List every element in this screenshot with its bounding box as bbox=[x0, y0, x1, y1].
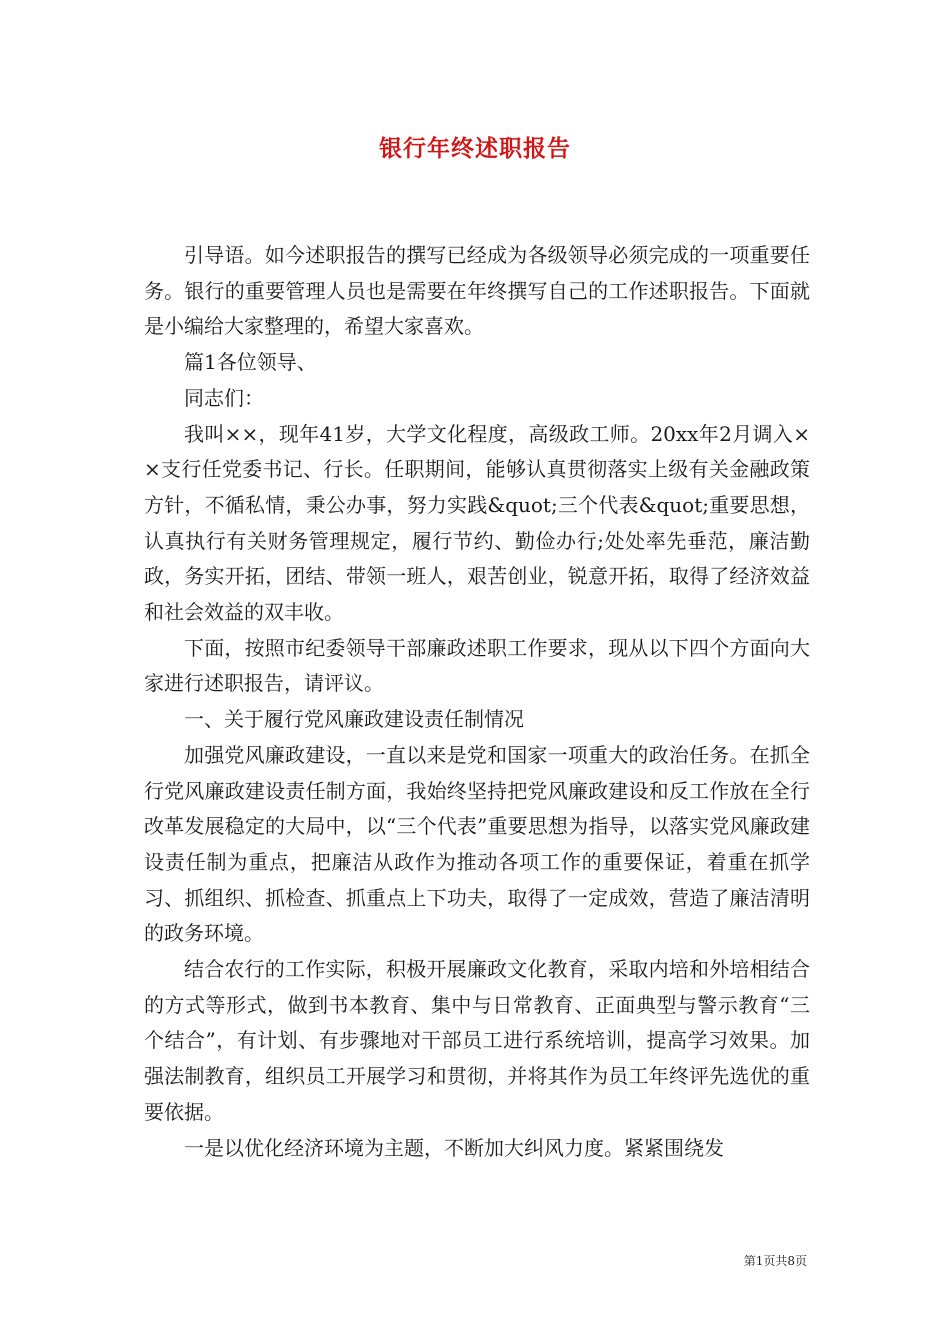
page-number-text: 第1页共8页 bbox=[743, 1254, 807, 1268]
paragraph-section-1-b: 结合农行的工作实际，积极开展廉政文化教育，采取内培和外培相结合的方式等形式，做到书本教育、集中与日常教育、正面典型与警示教育“三个结合”，有计划、有步骤地对干部员工进行系统培训，提高学习效果。加强法制教育，组织员工开展学习和贯彻，并将其作为员工年终评先选优的重要依据。 bbox=[144, 957, 810, 1124]
paragraph-section-1-a: 加强党风廉政建设，一直以来是党和国家一项重大的政治任务。在抓全行党风廉政建设责任制方面，我始终坚持把党风廉政建设和反工作放在全行改革发展稳定的大局中，以“三个代表”重要思想为指导，以落实党风廉政建设责任制为重点，把廉洁从政作为推动各项工作的重要保证，着重在抓学习、抓组织、抓检查、抓重点上下功夫，取得了一定成效，营造了廉洁清明的政务环境。 bbox=[144, 742, 810, 946]
paragraph-overview: 下面，按照市纪委领导干部廉政述职工作要求，现从以下四个方面向大家进行述职报告，请评议。 bbox=[144, 635, 810, 696]
paragraph-self-introduction: 我叫××，现年41岁，大学文化程度，高级政工师。20xx年2月调入××支行任党委书记、行长。任职期间，能够认真贯彻落实上级有关金融政策方针，不循私情，秉公办事，努力实践&quot;三个代表&quot;重要思想，认真执行有关财务管理规定，履行节约、勤俭办行;处处率先垂范，廉洁勤政，务实开拓，团结、带领一班人，艰苦创业，锐意开拓，取得了经济效益和社会效益的双丰收。 bbox=[144, 421, 810, 625]
paragraph-salutation-1: 篇1各位领导、 bbox=[184, 350, 317, 375]
document-body bbox=[144, 238, 810, 1166]
page-number-footer bbox=[0, 1253, 807, 1269]
document-title: 银行年终述职报告 bbox=[379, 135, 571, 162]
paragraph-section-1-c: 一是以优化经济环境为主题，不断加大纠风力度。紧紧围绕发 bbox=[184, 1135, 724, 1160]
paragraph-intro: 引导语。如今述职报告的撰写已经成为各级领导必须完成的一项重要任务。银行的重要管理人员也是需要在年终撰写自己的工作述职报告。下面就是小编给大家整理的，希望大家喜欢。 bbox=[144, 243, 810, 339]
section-heading-1: 一、关于履行党风廉政建设责任制情况 bbox=[184, 707, 524, 732]
paragraph-salutation-2: 同志们： bbox=[184, 385, 264, 410]
